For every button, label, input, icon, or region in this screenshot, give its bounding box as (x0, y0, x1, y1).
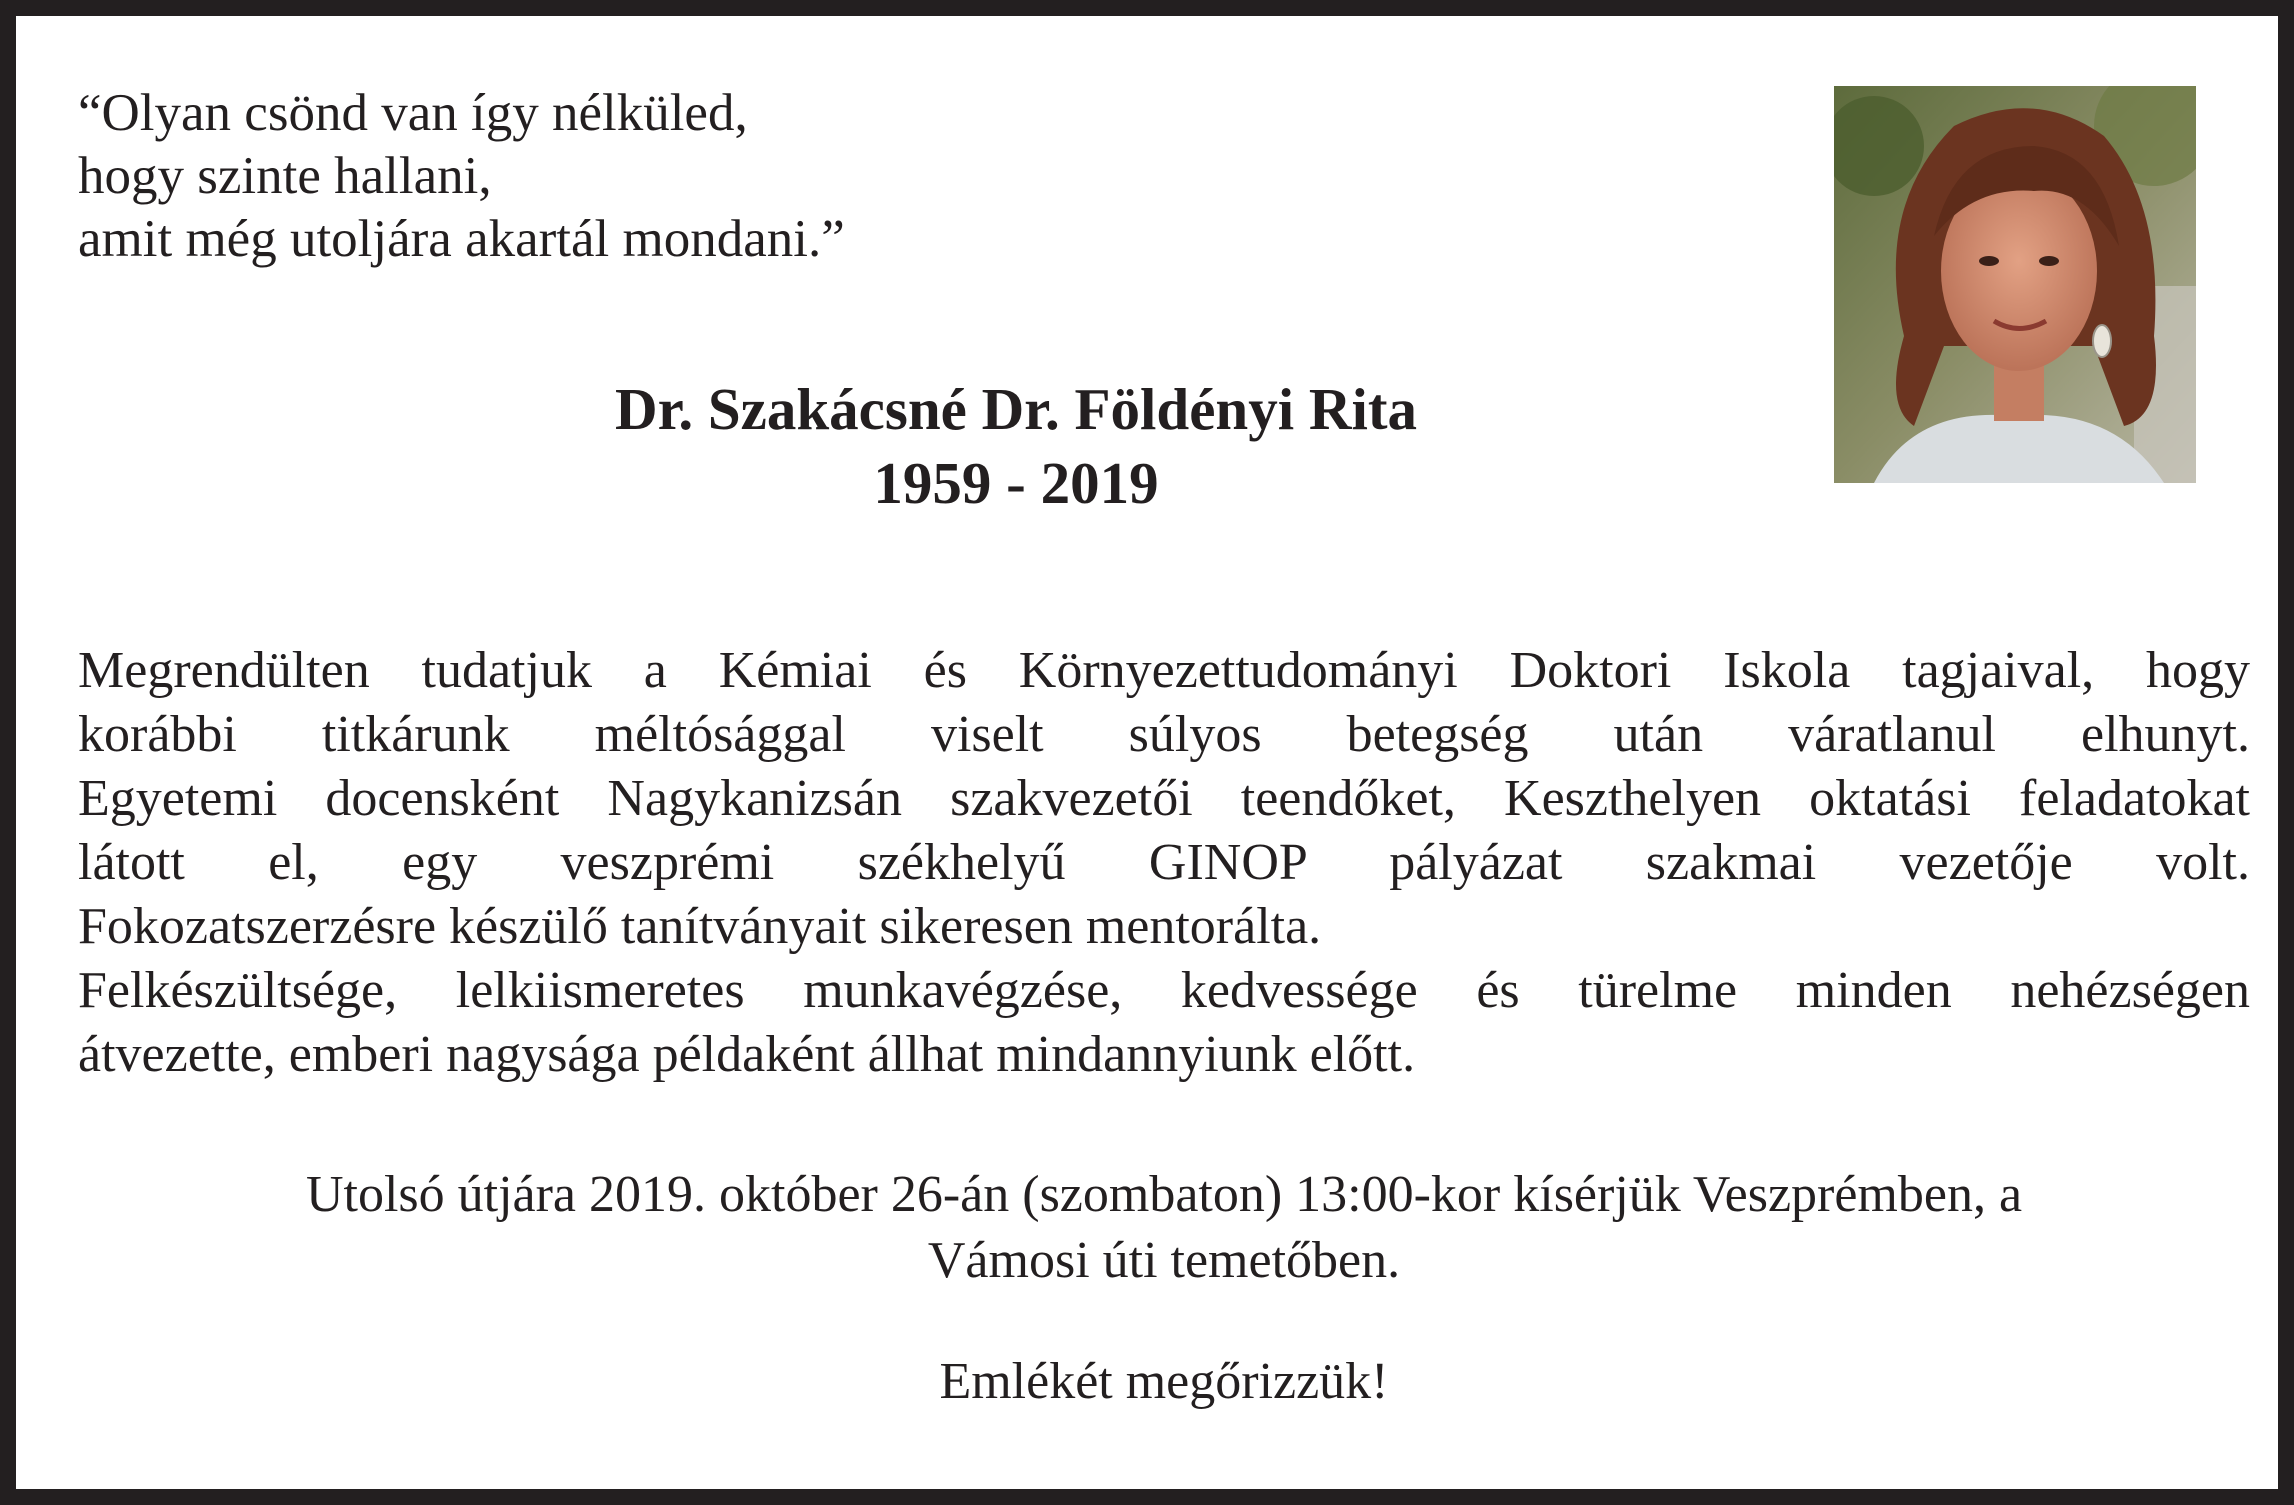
text-line: korábbi titkárunk méltósággal viselt súlyos betegség után váratlanul elhunyt. (78, 706, 2250, 763)
obituary-text (78, 639, 2250, 1087)
text-line: Fokozatszerzésre készülő tanítványait sikeresen mentorálta. (78, 898, 1322, 955)
closing-line: Emlékét megőrizzük! (939, 1353, 1389, 1410)
life-years: 1959 - 2019 (873, 450, 1159, 516)
portrait-image (1834, 86, 2196, 483)
text-line: Felkészültsége, lelkiismeretes munkavégzése, kedvessége és türelme minden nehézségen (78, 962, 2250, 1019)
quote-line: hogy szinte hallani, (78, 147, 492, 205)
portrait-photo (1834, 86, 2196, 483)
deceased-name: Dr. Szakácsné Dr. Földényi Rita (614, 376, 1417, 442)
text-line: átvezette, emberi nagysága példaként állhat mindannyiunk előtt. (78, 1026, 1416, 1083)
memorial-quote (78, 82, 1178, 271)
text-line: Egyetemi docensként Nagykanizsán szakvezetői teendőket, Keszthelyen oktatási feladatokat (78, 770, 2250, 827)
text-line: látott el, egy veszprémi székhelyű GINOP pályázat szakmai vezetője volt. (78, 834, 2250, 891)
funeral-notice (78, 1162, 2250, 1294)
quote-line: “Olyan csönd van így nélküled, (78, 84, 748, 142)
funeral-line: Utolsó útjára 2019. október 26-án (szombaton) 13:00-kor kísérjük Veszprémben, a (305, 1166, 2023, 1223)
funeral-line: Vámosi úti temetőben. (927, 1232, 1401, 1289)
quote-line: amit még utoljára akartál mondani.” (78, 210, 845, 268)
text-line: Megrendülten tudatjuk a Kémiai és Környezettudományi Doktori Iskola tagjaival, hogy (78, 642, 2250, 699)
